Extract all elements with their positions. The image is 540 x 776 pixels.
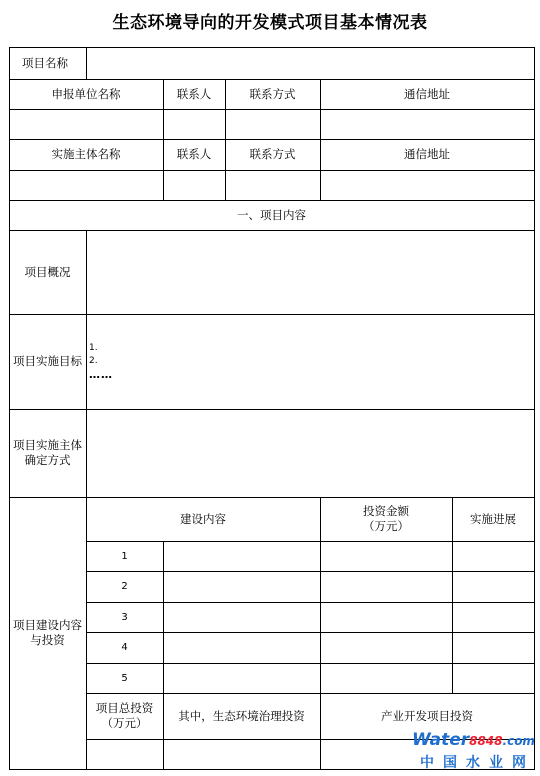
- investment-amount-header: 投资金额（万元）: [363, 504, 409, 533]
- declarant-contact-person-field[interactable]: [164, 110, 225, 139]
- row-number: 3: [121, 611, 128, 623]
- goal-item: 2.: [89, 356, 98, 366]
- industry-investment-label: 产业开发项目投资: [381, 708, 473, 723]
- construction-content-header: 建设内容: [180, 511, 226, 526]
- implementer-contact-method-header: 联系方式: [249, 147, 296, 161]
- construction-label: 项目建设内容与投资: [13, 618, 82, 647]
- row-number: 1: [121, 550, 128, 562]
- overview-label: 项目概况: [24, 264, 71, 279]
- entity-method-field[interactable]: [87, 410, 534, 497]
- row-number: 2: [121, 581, 128, 592]
- eco-investment-label: 其中，生态环境治理投资: [178, 708, 305, 723]
- implementer-entity-name-field[interactable]: [10, 171, 163, 200]
- declarant-address-header: 通信地址: [404, 86, 450, 101]
- entity-method-label: 项目实施主体确定方式: [13, 438, 82, 467]
- total-investment-label: 项目总投资（万元）: [95, 701, 154, 730]
- goal-item: 1.: [89, 343, 98, 353]
- implementer-entity-name-header: 实施主体名称: [51, 147, 121, 161]
- section-heading: 一、项目内容: [237, 207, 306, 222]
- implementer-contact-person-field[interactable]: [164, 171, 225, 200]
- declarant-contact-method-field[interactable]: [226, 110, 320, 139]
- implementer-contact-person-header: 联系人: [176, 147, 212, 161]
- watermark-cn-name: 中国水业网: [420, 755, 535, 771]
- goal-ellipsis: ……: [89, 368, 113, 381]
- goals-label: 项目实施目标: [13, 354, 82, 368]
- row-number: 5: [121, 672, 128, 684]
- watermark-number: 8848: [469, 734, 503, 748]
- row-number: 4: [121, 642, 128, 653]
- overview-field[interactable]: [87, 231, 534, 314]
- implementer-address-field[interactable]: [321, 171, 534, 200]
- declarant-unit-name-header: 申报单位名称: [51, 86, 121, 101]
- declarant-address-field[interactable]: [321, 110, 534, 139]
- document-title: 生态环境导向的开发模式项目基本情况表: [112, 13, 428, 33]
- progress-header: 实施进展: [470, 511, 516, 526]
- implementer-contact-method-field[interactable]: [226, 171, 320, 200]
- declarant-contact-person-header: 联系人: [176, 86, 212, 101]
- project-name-label: 项目名称: [22, 55, 68, 70]
- watermark-domain: .com: [502, 734, 535, 748]
- watermark-logo: [412, 730, 537, 772]
- watermark-brand: Water: [412, 730, 470, 750]
- declarant-unit-name-field[interactable]: [10, 110, 163, 139]
- implementer-address-header: 通信地址: [404, 147, 450, 161]
- declarant-contact-method-header: 联系方式: [249, 86, 296, 101]
- goals-list[interactable]: [89, 342, 209, 381]
- project-name-field[interactable]: [87, 48, 534, 79]
